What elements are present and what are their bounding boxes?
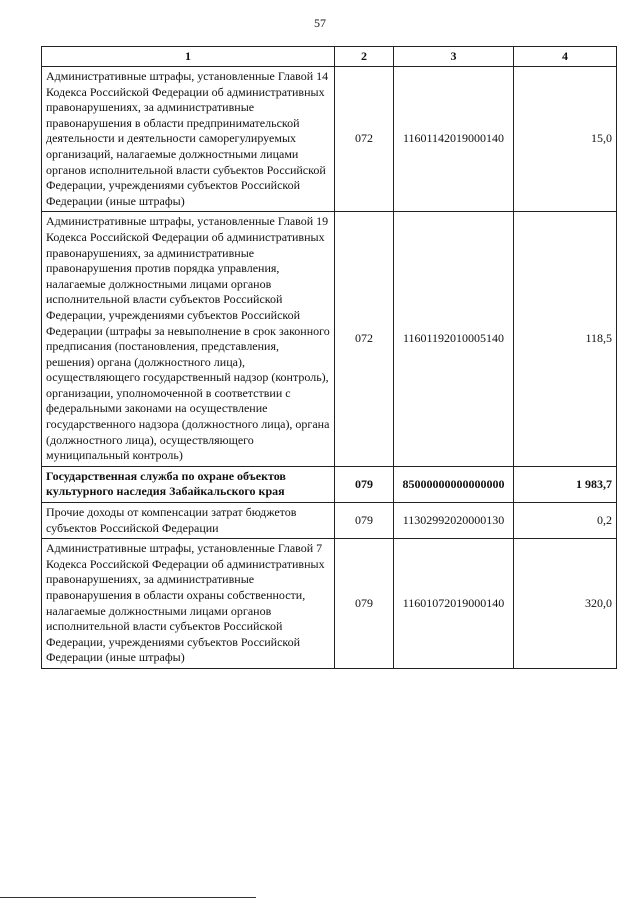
page-number: 57 xyxy=(314,16,326,30)
table-row xyxy=(42,539,617,669)
row-kbk-code: 11302992020000130 xyxy=(394,503,514,539)
table-row-section-header xyxy=(42,466,617,502)
header-col-4: 4 xyxy=(514,47,617,67)
table-row xyxy=(42,212,617,467)
row-admin-code: 079 xyxy=(335,539,394,669)
row-description: Административные штрафы, установленные Главой 7 Кодекса Российской Федерации об административных правонарушениях, за административные правонарушения в области охраны собственности, налагаемые должностными лицами органов исполнительной власти субъектов Российской Федерации, учреждениями субъектов Российской Федерации (иные штрафы) xyxy=(42,539,335,669)
row-admin-code: 079 xyxy=(335,503,394,539)
row-amount: 15,0 xyxy=(514,67,617,212)
row-description: Прочие доходы от компенсации затрат бюджетов субъектов Российской Федерации xyxy=(42,503,335,539)
header-col-2: 2 xyxy=(335,47,394,67)
row-amount: 0,2 xyxy=(514,503,617,539)
row-admin-code: 079 xyxy=(335,466,394,502)
table-row xyxy=(42,503,617,539)
row-kbk-code: 85000000000000000 xyxy=(394,466,514,502)
row-kbk-code: 11601192010005140 xyxy=(394,212,514,467)
row-kbk-code: 11601072019000140 xyxy=(394,539,514,669)
row-description: Административные штрафы, установленные Главой 19 Кодекса Российской Федерации об административных правонарушениях, за административные правонарушения против порядка управления, налагаемые должностными лицами органов исполнительной власти субъектов Российской Федерации, учреждениями субъектов Российской Федерации (штрафы за невыполнение в срок законного предписания (постановления, представления, решения) органа (должностного лица), осуществляющего государственный надзор (контроль), организации, уполномоченной в соответствии с федеральными законами на осуществление государственного надзора (должностного лица), органа (должностного лица), осуществляющего муниципальный контроль) xyxy=(42,212,335,467)
header-col-1: 1 xyxy=(42,47,335,67)
row-kbk-code: 11601142019000140 xyxy=(394,67,514,212)
row-amount: 1 983,7 xyxy=(514,466,617,502)
row-description: Административные штрафы, установленные Главой 14 Кодекса Российской Федерации об административных правонарушениях, за административные правонарушения в области предпринимательской деятельности и деятельности саморегулируемых организаций, налагаемые должностными лицами органов исполнительной власти субъектов Российской Федерации, учреждениями субъектов Российской Федерации (иные штрафы) xyxy=(42,67,335,212)
row-admin-code: 072 xyxy=(335,212,394,467)
header-col-3: 3 xyxy=(394,47,514,67)
row-amount: 118,5 xyxy=(514,212,617,467)
row-description: Государственная служба по охране объектов культурного наследия Забайкальского края xyxy=(42,466,335,502)
table-row xyxy=(42,67,617,212)
footnote-separator-line xyxy=(0,897,256,898)
row-amount: 320,0 xyxy=(514,539,617,669)
row-admin-code: 072 xyxy=(335,67,394,212)
revenue-table xyxy=(41,46,617,669)
header-row xyxy=(42,47,617,67)
